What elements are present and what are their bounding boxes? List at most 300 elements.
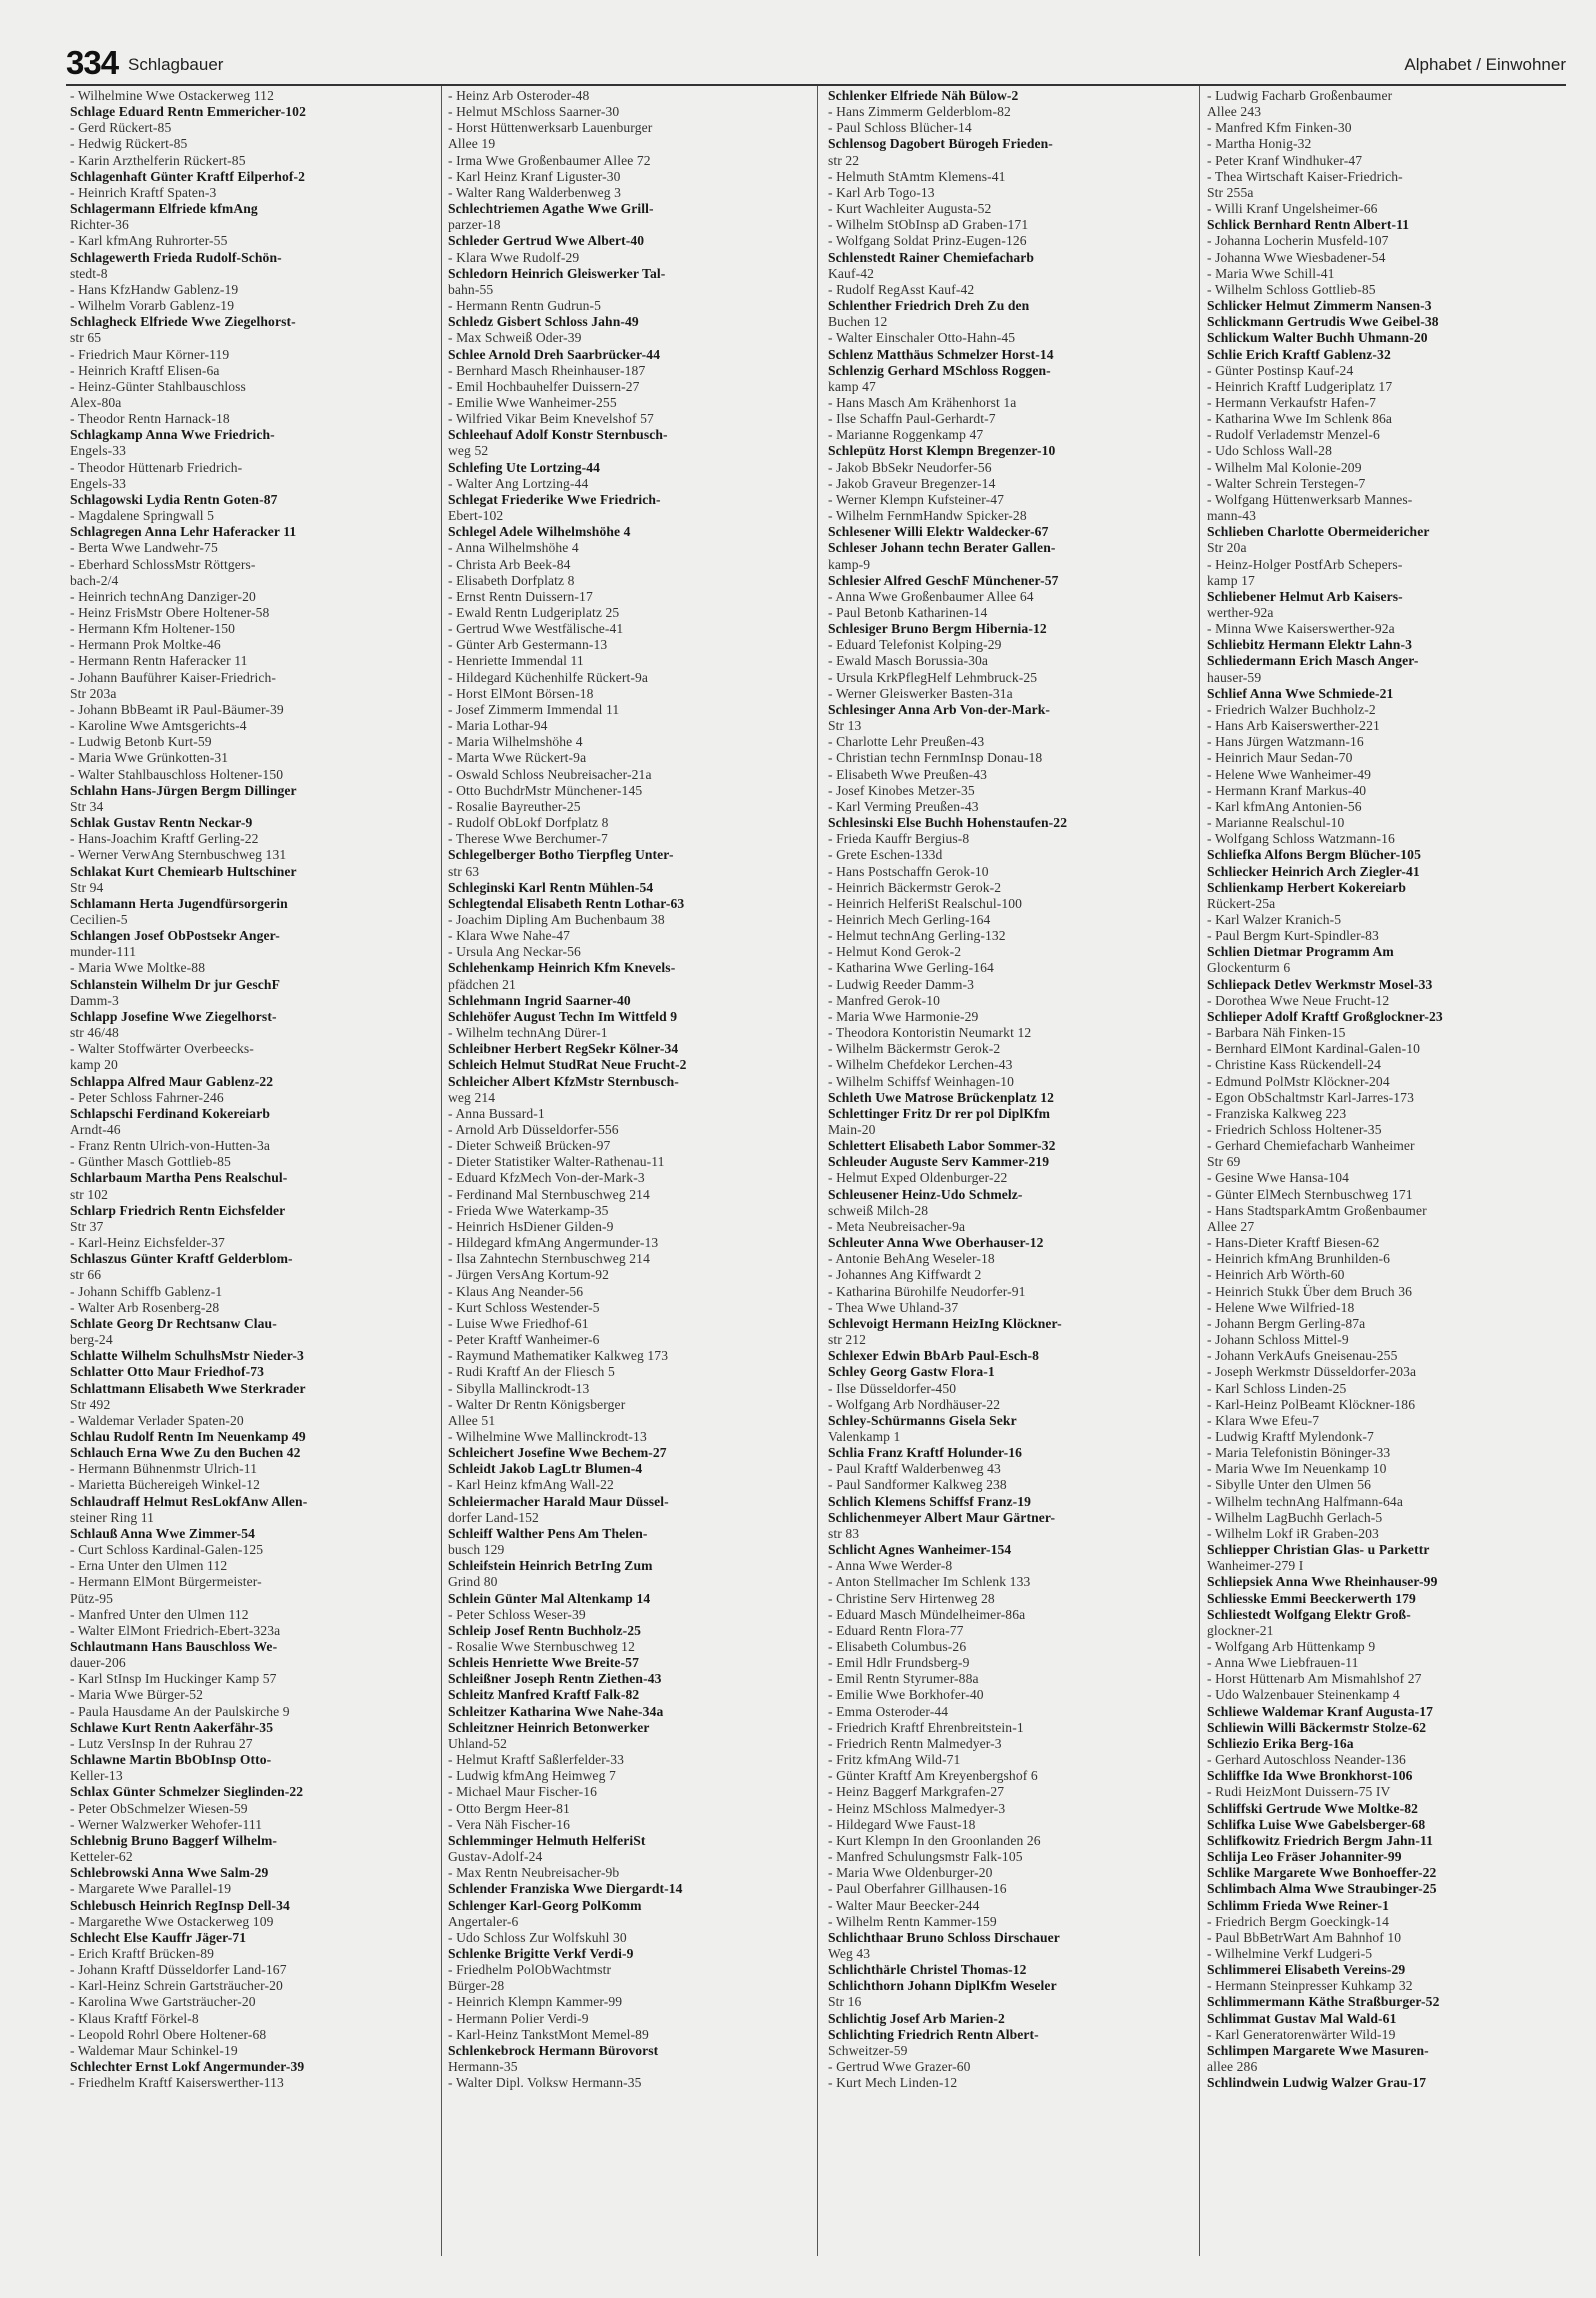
directory-entry: Schley-Schürmanns Gisela Sekr xyxy=(828,1412,1017,1428)
directory-column-3 xyxy=(828,88,1196,2298)
directory-entry: - Friedhelm PolObWachtmstr xyxy=(448,1962,612,1978)
directory-entry: - Paul Schloss Blücher-14 xyxy=(828,120,972,136)
directory-entry: - Antonie BehAng Weseler-18 xyxy=(828,1251,995,1267)
directory-entry: - Karl Verming Preußen-43 xyxy=(828,798,979,814)
directory-entry: - Emil Rentn Styrumer-88a xyxy=(828,1671,979,1687)
directory-entry: - Helene Wwe Wanheimer-49 xyxy=(1207,766,1372,782)
directory-entry: - Hedwig Rückert-85 xyxy=(70,136,188,152)
directory-entry: Schliewe Waldemar Kranf Augusta-17 xyxy=(1207,1703,1434,1719)
directory-entry: - Gerhard Autoschloss Neander-136 xyxy=(1207,1752,1406,1768)
directory-entry: - Wilhelm FernmHandw Spicker-28 xyxy=(828,508,1027,524)
directory-entry: Str 16 xyxy=(828,1994,862,2010)
page-header xyxy=(66,44,1566,84)
directory-entry: - Christa Arb Beek-84 xyxy=(448,556,571,572)
directory-entry: glockner-21 xyxy=(1207,1622,1274,1638)
directory-entry: - Jakob BbSekr Neudorfer-56 xyxy=(828,459,992,475)
directory-entry: Schleuder Auguste Serv Kammer-219 xyxy=(828,1154,1050,1170)
directory-entry: - Dorothea Wwe Neue Frucht-12 xyxy=(1207,992,1390,1008)
directory-entry: - Waldemar Verlader Spaten-20 xyxy=(70,1412,244,1428)
directory-entry: Schlenther Friedrich Dreh Zu den xyxy=(828,298,1030,314)
directory-entry: - Hildegard kfmAng Angermunder-13 xyxy=(448,1235,659,1251)
directory-entry: - Emilie Wwe Borkhofer-40 xyxy=(828,1687,984,1703)
directory-entry: Schlattmann Elisabeth Wwe Sterkrader xyxy=(70,1380,306,1396)
directory-entry: Schlefing Ute Lortzing-44 xyxy=(448,459,601,475)
directory-entry: - Ewald Masch Borussia-30a xyxy=(828,653,989,669)
directory-entry: - Horst Hüttenarb Am Mismahlshof 27 xyxy=(1207,1671,1422,1687)
directory-entry: Richter-36 xyxy=(70,217,129,233)
directory-entry: - Edmund PolMstr Klöckner-204 xyxy=(1207,1073,1390,1089)
directory-entry: - Raymund Mathematiker Kalkweg 173 xyxy=(448,1348,669,1364)
directory-entry: - Wilhelm technAng Dürer-1 xyxy=(448,1025,608,1041)
directory-entry: - Helmut MSchloss Saarner-30 xyxy=(448,104,620,120)
directory-entry: - Helene Wwe Wilfried-18 xyxy=(1207,1299,1355,1315)
directory-entry: Schlickum Walter Buchh Uhmann-20 xyxy=(1207,330,1428,346)
directory-entry: Schlee Arnold Dreh Saarbrücker-44 xyxy=(448,346,661,362)
directory-entry: - Magdalene Springwall 5 xyxy=(70,508,214,524)
directory-entry: - Wilhelmine Wwe Ostackerweg 112 xyxy=(70,88,274,103)
directory-entry: - Maria Wwe Bürger-52 xyxy=(70,1687,204,1703)
column-divider xyxy=(441,86,442,2256)
directory-entry: Main-20 xyxy=(828,1122,876,1137)
directory-entry: - Marta Wwe Rückert-9a xyxy=(448,750,587,766)
directory-entry: Ketteler-62 xyxy=(70,1849,133,1865)
directory-entry: - Ilsa Zahntechn Sternbuschweg 214 xyxy=(448,1251,650,1267)
directory-entry: Schlehmann Ingrid Saarner-40 xyxy=(448,992,631,1008)
directory-entry: - Hans-Joachim Kraftf Gerling-22 xyxy=(70,831,259,847)
directory-entry: - Erich Kraftf Brücken-89 xyxy=(70,1945,215,1961)
directory-entry: Schleginski Karl Rentn Mühlen-54 xyxy=(448,879,654,895)
directory-entry: - Gertrud Wwe Grazer-60 xyxy=(828,2059,971,2075)
directory-entry: - Waldemar Maur Schinkel-19 xyxy=(70,2042,238,2058)
directory-entry: Schlehenkamp Heinrich Kfm Knevels- xyxy=(448,960,676,976)
directory-entry: - Anna Wwe Liebfrauen-11 xyxy=(1207,1655,1359,1671)
directory-entry: - Erna Unter den Ulmen 112 xyxy=(70,1558,228,1574)
directory-entry: - Karl Walzer Kranich-5 xyxy=(1207,911,1342,927)
directory-entry: - Karl Generatorenwärter Wild-19 xyxy=(1207,2026,1396,2042)
directory-entry: - Kurt Mech Linden-12 xyxy=(828,2075,958,2091)
directory-entry: - Wilhelm Schiffsf Weinhagen-10 xyxy=(828,1073,1015,1089)
directory-entry: Schleidt Jakob LagLtr Blumen-4 xyxy=(448,1461,643,1477)
directory-entry: Schlifka Luise Wwe Gabelsberger-68 xyxy=(1207,1816,1426,1832)
directory-entry: Schley Georg Gastw Flora-1 xyxy=(828,1364,995,1380)
directory-entry: - Thea Wirtschaft Kaiser-Friedrich- xyxy=(1207,168,1403,184)
directory-entry: Grind 80 xyxy=(448,1574,498,1590)
directory-entry: Schlien Dietmar Programm Am xyxy=(1207,944,1394,960)
directory-entry: Str 203a xyxy=(70,685,117,701)
directory-entry: - Friedrich Bergm Goeckingk-14 xyxy=(1207,1913,1390,1929)
directory-entry: - Charlotte Lehr Preußen-43 xyxy=(828,734,985,750)
directory-entry: Schlatter Otto Maur Friedhof-73 xyxy=(70,1364,265,1380)
directory-entry: Schlax Günter Schmelzer Sieglinden-22 xyxy=(70,1784,304,1800)
directory-entry: - Elisabeth Wwe Preußen-43 xyxy=(828,766,988,782)
directory-entry: Cecilien-5 xyxy=(70,911,128,927)
directory-entry: - Udo Schloss Zur Wolfskuhl 30 xyxy=(448,1929,627,1945)
directory-entry: - Helmut Kraftf Saßlerfelder-33 xyxy=(448,1752,625,1768)
directory-entry: Schlate Georg Dr Rechtsanw Clau- xyxy=(70,1315,277,1331)
column-divider xyxy=(817,86,818,2256)
directory-entry: Schlike Margarete Wwe Bonhoeffer-22 xyxy=(1207,1865,1437,1881)
directory-entry: - Rudi HeizMont Duissern-75 IV xyxy=(1207,1784,1391,1800)
directory-entry: - Günter Postinsp Kauf-24 xyxy=(1207,362,1354,378)
directory-entry: - Friedrich Walzer Buchholz-2 xyxy=(1207,701,1376,717)
directory-entry: - Hans Masch Am Krähenhorst 1a xyxy=(828,394,1017,410)
directory-entry: - Martha Honig-32 xyxy=(1207,136,1312,152)
directory-entry: Schlaszus Günter Kraftf Gelderblom- xyxy=(70,1251,293,1267)
directory-entry: - Heinz FrisMstr Obere Holtener-58 xyxy=(70,605,270,620)
directory-entry: - Ludwig Kraftf Mylendonk-7 xyxy=(1207,1428,1374,1444)
directory-entry: werther-92a xyxy=(1207,605,1274,620)
directory-entry: - Manfred Gerok-10 xyxy=(828,992,941,1008)
directory-entry: Schlechter Ernst Lokf Angermunder-39 xyxy=(70,2059,305,2075)
directory-entry: Schliebitz Hermann Elektr Lahn-3 xyxy=(1207,637,1412,653)
directory-entry: Schlarbaum Martha Pens Realschul- xyxy=(70,1170,288,1186)
directory-entry: - Anton Stellmacher Im Schlenk 133 xyxy=(828,1574,1031,1590)
directory-entry: str 22 xyxy=(828,152,860,168)
directory-entry: schweiß Milch-28 xyxy=(828,1202,929,1218)
directory-entry: - Eberhard SchlossMstr Röttgers- xyxy=(70,556,256,572)
directory-entry: - Emil Hdlr Frundsberg-9 xyxy=(828,1655,970,1671)
directory-entry: - Maria Lothar-94 xyxy=(448,718,548,734)
directory-entry: - Josef Zimmerm Immendal 11 xyxy=(448,701,620,717)
directory-entry: - Karl Arb Togo-13 xyxy=(828,184,935,200)
directory-entry: Schlichthärle Christel Thomas-12 xyxy=(828,1962,1027,1978)
directory-entry: str 102 xyxy=(70,1186,109,1202)
directory-entry: - Anna Wilhelmshöhe 4 xyxy=(448,540,579,556)
directory-entry: - Johann Bauführer Kaiser-Friedrich- xyxy=(70,669,277,685)
directory-entry: Str 13 xyxy=(828,718,862,734)
directory-entry: - Jürgen VersAng Kortum-92 xyxy=(448,1267,610,1283)
header-rule xyxy=(66,84,1566,86)
directory-entry: - Frieda Kauffr Bergius-8 xyxy=(828,831,970,847)
directory-entry: - Wolfgang Arb Nordhäuser-22 xyxy=(828,1396,1001,1412)
directory-entry: - Anna Wwe Großenbaumer Allee 64 xyxy=(828,588,1034,604)
directory-entry: - Peter ObSchmelzer Wiesen-59 xyxy=(70,1800,248,1816)
directory-entry: - Kurt Klempn In den Groonlanden 26 xyxy=(828,1832,1041,1848)
directory-entry: Schlenke Brigitte Verkf Verdi-9 xyxy=(448,1945,634,1961)
directory-entry: Allee 19 xyxy=(448,136,496,152)
directory-entry: - Werner Gleiswerker Basten-31a xyxy=(828,685,1013,701)
directory-entry: Schlecht Else Kauffr Jäger-71 xyxy=(70,1929,247,1945)
directory-entry: kamp 17 xyxy=(1207,572,1255,588)
directory-entry: Schlau Rudolf Rentn Im Neuenkamp 49 xyxy=(70,1428,306,1444)
directory-entry: - Friedrich Maur Körner-119 xyxy=(70,346,230,362)
directory-entry: Schlagewerth Frieda Rudolf-Schön- xyxy=(70,249,282,265)
directory-entry: - Ursula KrkPflegHelf Lehmbruck-25 xyxy=(828,669,1038,685)
directory-entry: - Ludwig Reeder Damm-3 xyxy=(828,976,975,992)
directory-entry: Schliezio Erika Berg-16a xyxy=(1207,1735,1354,1751)
directory-entry: - Ursula Ang Neckar-56 xyxy=(448,944,581,960)
directory-entry: - Rosalie Wwe Sternbuschweg 12 xyxy=(448,1639,635,1654)
directory-entry: - Ludwig Facharb Großenbaumer xyxy=(1207,88,1393,103)
directory-entry: Glockenturm 6 xyxy=(1207,960,1291,976)
directory-entry: Schlesier Alfred GeschF Münchener-57 xyxy=(828,572,1059,588)
directory-entry: - Heinrich Arb Wörth-60 xyxy=(1207,1267,1345,1283)
directory-entry: Schledorn Heinrich Gleiswerker Tal- xyxy=(448,265,666,281)
directory-entry: - Karl-Heinz PolBeamt Klöckner-186 xyxy=(1207,1396,1416,1412)
directory-entry: - Berta Wwe Landwehr-75 xyxy=(70,540,218,556)
directory-entry: - Hermann Prok Moltke-46 xyxy=(70,637,221,653)
directory-entry: Schlenkebrock Hermann Bürovorst xyxy=(448,2042,659,2058)
directory-entry: - Udo Walzenbauer Steinenkamp 4 xyxy=(1207,1687,1400,1703)
directory-entry: Schlimpen Margarete Wwe Masuren- xyxy=(1207,2042,1429,2058)
directory-entry: - Hermann ElMont Bürgermeister- xyxy=(70,1574,262,1590)
directory-entry: dorfer Land-152 xyxy=(448,1509,539,1525)
directory-entry: - Thea Wwe Uhland-37 xyxy=(828,1299,959,1315)
directory-entry: - Wilhelm Rentn Kammer-159 xyxy=(828,1913,997,1929)
directory-entry: Schliestedt Wolfgang Elektr Groß- xyxy=(1207,1606,1411,1622)
directory-entry: - Fritz kfmAng Wild-71 xyxy=(828,1752,961,1768)
directory-entry: - Maria Wwe Im Neuenkamp 10 xyxy=(1207,1461,1387,1477)
directory-entry: Schleis Henriette Wwe Breite-57 xyxy=(448,1655,639,1671)
directory-entry: - Hans KfzHandw Gablenz-19 xyxy=(70,281,239,297)
directory-entry: - Klara Wwe Rudolf-29 xyxy=(448,249,580,265)
directory-entry: - Peter Schloss Weser-39 xyxy=(448,1606,586,1622)
directory-entry: busch 129 xyxy=(448,1542,505,1558)
directory-entry: Schlichting Friedrich Rentn Albert- xyxy=(828,2026,1039,2042)
directory-entry: Schlebnig Bruno Baggerf Wilhelm- xyxy=(70,1832,277,1848)
directory-entry: Schlimmerei Elisabeth Vereins-29 xyxy=(1207,1962,1406,1978)
directory-entry: - Gerhard Chemiefacharb Wanheimer xyxy=(1207,1138,1415,1154)
directory-entry: - Bernhard ElMont Kardinal-Galen-10 xyxy=(1207,1041,1421,1057)
directory-entry: - Paul Betonb Katharinen-14 xyxy=(828,605,988,620)
directory-entry: Schliepper Christian Glas- u Parkettr xyxy=(1207,1542,1430,1558)
directory-entry: Schlatte Wilhelm SchulhsMstr Nieder-3 xyxy=(70,1348,304,1364)
directory-entry: allee 286 xyxy=(1207,2059,1258,2075)
directory-entry: Schleehauf Adolf Konstr Sternbusch- xyxy=(448,427,668,443)
directory-entry: Schliedermann Erich Masch Anger- xyxy=(1207,653,1419,669)
directory-entry: Schlieper Adolf Kraftf Großglockner-23 xyxy=(1207,1008,1443,1024)
directory-entry: - Kurt Schloss Westender-5 xyxy=(448,1299,600,1315)
directory-entry: Schlapp Josefine Wwe Ziegelhorst- xyxy=(70,1008,277,1024)
directory-entry: - Heinz Arb Osteroder-48 xyxy=(448,88,590,103)
directory-entry: - Heinrich HelferiSt Realschul-100 xyxy=(828,895,1023,911)
entry-list xyxy=(70,88,438,2091)
directory-entry: Schlender Franziska Wwe Diergardt-14 xyxy=(448,1881,683,1897)
directory-entry: Schliecker Heinrich Arch Ziegler-41 xyxy=(1207,863,1420,879)
directory-entry: - Max Rentn Neubreisacher-9b xyxy=(448,1865,620,1881)
directory-entry: - Heinrich Kraftf Elisen-6a xyxy=(70,362,220,378)
directory-entry: Schlawne Martin BbObInsp Otto- xyxy=(70,1752,272,1768)
entry-list xyxy=(448,88,814,2091)
directory-entry: - Hermann Bühnenmstr Ulrich-11 xyxy=(70,1461,258,1477)
directory-entry: Schlegelberger Botho Tierpfleg Unter- xyxy=(448,847,674,863)
directory-entry: Schlagowski Lydia Rentn Goten-87 xyxy=(70,491,278,507)
directory-entry: - Hermann Rentn Haferacker 11 xyxy=(70,653,248,669)
directory-entry: Schlarp Friedrich Rentn Eichsfelder xyxy=(70,1202,286,1218)
directory-entry: - Heinrich Bäckermstr Gerok-2 xyxy=(828,879,1002,895)
directory-entry: str 212 xyxy=(828,1332,867,1348)
directory-entry: Schlawe Kurt Rentn Aakerfähr-35 xyxy=(70,1719,274,1735)
directory-entry: - Luise Wwe Friedhof-61 xyxy=(448,1315,589,1331)
directory-entry: - Walter Dr Rentn Königsberger xyxy=(448,1396,626,1412)
directory-entry: Allee 27 xyxy=(1207,1218,1255,1234)
directory-entry: Buchen 12 xyxy=(828,314,888,330)
directory-entry: - Walter Ang Lortzing-44 xyxy=(448,475,589,491)
directory-entry: Engels-33 xyxy=(70,475,127,491)
directory-entry: - Minna Wwe Kaiserswerther-92a xyxy=(1207,621,1395,637)
directory-entry: - Therese Wwe Berchumer-7 xyxy=(448,831,608,847)
directory-entry: bach-2/4 xyxy=(70,572,119,588)
directory-entry: - Maria Wwe Schill-41 xyxy=(1207,265,1335,281)
directory-entry: - Wilhelm Vorarb Gablenz-19 xyxy=(70,298,235,314)
directory-entry: str 83 xyxy=(828,1525,860,1541)
directory-entry: Schleiermacher Harald Maur Düssel- xyxy=(448,1493,669,1509)
directory-entry: - Katharina Bürohilfe Neudorfer-91 xyxy=(828,1283,1026,1299)
directory-entry: - Paul BbBetrWart Am Bahnhof 10 xyxy=(1207,1929,1402,1945)
directory-entry: Bürger-28 xyxy=(448,1978,505,1994)
directory-entry: - Maria Telefonistin Böninger-33 xyxy=(1207,1445,1391,1461)
directory-entry: - Heinrich Kraftf Spaten-3 xyxy=(70,184,217,200)
directory-entry: - Johannes Ang Kiffwardt 2 xyxy=(828,1267,982,1283)
directory-entry: - Wilhelm LagBuchh Gerlach-5 xyxy=(1207,1509,1383,1525)
directory-entry: - Johann Kraftf Düsseldorfer Land-167 xyxy=(70,1962,287,1978)
directory-entry: - Walter Dipl. Volksw Hermann-35 xyxy=(448,2075,642,2091)
directory-entry: - Paul Oberfahrer Gillhausen-16 xyxy=(828,1881,1007,1897)
directory-entry: - Theodor Hüttenarb Friedrich- xyxy=(70,459,243,475)
directory-entry: - Max Schweiß Oder-39 xyxy=(448,330,582,346)
directory-entry: Schlevoigt Hermann HeizIng Klöckner- xyxy=(828,1315,1062,1331)
directory-entry: Schlesener Willi Elektr Waldecker-67 xyxy=(828,524,1049,540)
directory-entry: - Curt Schloss Kardinal-Galen-125 xyxy=(70,1542,264,1558)
directory-column-4 xyxy=(1207,88,1569,2298)
directory-entry: - Paul Kraftf Walderbenweg 43 xyxy=(828,1461,1001,1477)
directory-entry: Schlanstein Wilhelm Dr jur GeschF xyxy=(70,976,280,992)
directory-entry: Schlebrowski Anna Wwe Salm-29 xyxy=(70,1865,269,1881)
directory-entry: - Günter Arb Gestermann-13 xyxy=(448,637,608,653)
directory-entry: - Karoline Wwe Amtsgerichts-4 xyxy=(70,718,247,734)
directory-entry: - Günther Masch Gottlieb-85 xyxy=(70,1154,231,1170)
directory-entry: - Heinrich Maur Sedan-70 xyxy=(1207,750,1353,766)
directory-entry: - Walter ElMont Friedrich-Ebert-323a xyxy=(70,1622,281,1638)
directory-entry: Schlicker Helmut Zimmerm Nansen-3 xyxy=(1207,298,1432,314)
directory-entry: Schlamann Herta Jugendfürsorgerin xyxy=(70,895,288,911)
directory-entry: - Emma Osteroder-44 xyxy=(828,1703,949,1719)
directory-entry: - Gesine Wwe Hansa-104 xyxy=(1207,1170,1349,1186)
directory-entry: - Oswald Schloss Neubreisacher-21a xyxy=(448,766,652,782)
directory-entry: Schliebener Helmut Arb Kaisers- xyxy=(1207,588,1403,604)
directory-entry: - Maria Wwe Oldenburger-20 xyxy=(828,1865,993,1881)
directory-entry: - Margarethe Wwe Ostackerweg 109 xyxy=(70,1913,274,1929)
directory-entry: Schlief Anna Wwe Schmiede-21 xyxy=(1207,685,1394,701)
directory-entry: Schlich Klemens Schiffsf Franz-19 xyxy=(828,1493,1032,1509)
directory-entry: - Günter ElMech Sternbuschweg 171 xyxy=(1207,1186,1413,1202)
directory-entry: parzer-18 xyxy=(448,217,501,233)
directory-entry: Schliffke Ida Wwe Bronkhorst-106 xyxy=(1207,1768,1413,1784)
directory-entry: - Wilhelm Bäckermstr Gerok-2 xyxy=(828,1041,1001,1057)
directory-entry: Schlifkowitz Friedrich Bergm Jahn-11 xyxy=(1207,1832,1433,1848)
directory-entry: - Hermann Polier Verdi-9 xyxy=(448,2010,589,2026)
directory-entry: - Friedrich Rentn Malmedyer-3 xyxy=(828,1735,1002,1751)
directory-entry: - Michael Maur Fischer-16 xyxy=(448,1784,598,1800)
directory-entry: - Frieda Wwe Waterkamp-35 xyxy=(448,1202,609,1218)
directory-entry: Keller-13 xyxy=(70,1768,123,1784)
directory-entry: Schliesske Emmi Beeckerwerth 179 xyxy=(1207,1590,1416,1606)
running-head: Schlagbauer xyxy=(128,55,224,74)
directory-entry: - Grete Eschen-133d xyxy=(828,847,943,863)
directory-entry: Schleißner Joseph Rentn Ziethen-43 xyxy=(448,1671,662,1687)
directory-entry: Schlagkamp Anna Wwe Friedrich- xyxy=(70,427,275,443)
directory-entry: Schlensog Dagobert Bürogeh Frieden- xyxy=(828,136,1053,152)
directory-entry: Schlesinski Else Buchh Hohenstaufen-22 xyxy=(828,815,1068,831)
directory-entry: - Udo Schloss Wall-28 xyxy=(1207,443,1332,459)
directory-entry: Schlesinger Anna Arb Von-der-Mark- xyxy=(828,701,1051,717)
directory-entry: - Rudolf ObLokf Dorfplatz 8 xyxy=(448,815,609,831)
directory-entry: - Wolfgang Arb Hüttenkamp 9 xyxy=(1207,1639,1376,1654)
directory-entry: - Heinrich Kraftf Ludgeriplatz 17 xyxy=(1207,378,1393,394)
directory-entry: - Egon ObSchaltmstr Karl-Jarres-173 xyxy=(1207,1089,1414,1105)
directory-entry: - Maria Wilhelmshöhe 4 xyxy=(448,734,583,750)
directory-entry: Schliefka Alfons Bergm Blücher-105 xyxy=(1207,847,1421,863)
directory-entry: - Wilhelm Schloss Gottlieb-85 xyxy=(1207,281,1376,297)
directory-entry: - Josef Kinobes Metzer-35 xyxy=(828,782,975,798)
directory-entry: Schleth Uwe Matrose Brückenplatz 12 xyxy=(828,1089,1055,1105)
directory-entry: Schlenker Elfriede Näh Bülow-2 xyxy=(828,88,1019,103)
directory-entry: - Leopold Rohrl Obere Holtener-68 xyxy=(70,2026,267,2042)
directory-entry: - Karl kfmAng Ruhrorter-55 xyxy=(70,233,228,249)
directory-entry: - Helmut technAng Gerling-132 xyxy=(828,928,1006,944)
directory-entry: Schlechtriemen Agathe Wwe Grill- xyxy=(448,201,654,217)
directory-entry: mann-43 xyxy=(1207,508,1257,524)
directory-entry: - Sibylle Unter den Ulmen 56 xyxy=(1207,1477,1372,1493)
directory-entry: - Dieter Statistiker Walter-Rathenau-11 xyxy=(448,1154,665,1170)
directory-entry: - Karl-Heinz Eichsfelder-37 xyxy=(70,1235,225,1251)
directory-entry: - Heinz-Günter Stahlbauschloss xyxy=(70,378,246,394)
directory-entry: - Rudolf RegAsst Kauf-42 xyxy=(828,281,975,297)
directory-entry: - Theodora Kontoristin Neumarkt 12 xyxy=(828,1025,1032,1041)
directory-entry: - Hans StadtsparkAmtm Großenbaumer xyxy=(1207,1202,1427,1218)
directory-entry: - Johanna Locherin Musfeld-107 xyxy=(1207,233,1389,249)
directory-entry: - Wilhelm StObInsp aD Graben-171 xyxy=(828,217,1029,233)
directory-entry: - Heinrich Mech Gerling-164 xyxy=(828,911,991,927)
directory-entry: - Horst Hüttenwerksarb Lauenburger xyxy=(448,120,653,136)
directory-entry: str 63 xyxy=(448,863,480,879)
directory-entry: - Hildegard Wwe Faust-18 xyxy=(828,1816,976,1832)
directory-entry: - Heinz-Holger PostfArb Schepers- xyxy=(1207,556,1403,572)
directory-entry: - Hermann Kranf Markus-40 xyxy=(1207,782,1367,798)
directory-entry: Schlegat Friederike Wwe Friedrich- xyxy=(448,491,661,507)
directory-entry: Schleibner Herbert RegSekr Kölner-34 xyxy=(448,1041,679,1057)
directory-entry: - Johanna Wwe Wiesbadener-54 xyxy=(1207,249,1386,265)
directory-entry: Schliepack Detlev Werkmstr Mosel-33 xyxy=(1207,976,1433,992)
directory-entry: - Werner VerwAng Sternbuschweg 131 xyxy=(70,847,287,863)
directory-entry: - Friedrich Kraftf Ehrenbreitstein-1 xyxy=(828,1719,1024,1735)
directory-entry: - Walter Stahlbauschloss Holtener-150 xyxy=(70,766,284,782)
directory-entry: - Willi Kranf Ungelsheimer-66 xyxy=(1207,201,1378,217)
directory-entry: kamp 47 xyxy=(828,378,876,394)
directory-entry: - Henriette Immendal 11 xyxy=(448,653,584,669)
directory-entry: Schlagheck Elfriede Wwe Ziegelhorst- xyxy=(70,314,296,330)
directory-entry: Schlimbach Alma Wwe Straubinger-25 xyxy=(1207,1881,1437,1897)
directory-entry: - Ferdinand Mal Sternbuschweg 214 xyxy=(448,1186,650,1202)
directory-entry: - Barbara Näh Finken-15 xyxy=(1207,1025,1346,1041)
directory-entry: hauser-59 xyxy=(1207,669,1262,685)
directory-entry: - Wilhelm Chefdekor Lerchen-43 xyxy=(828,1057,1013,1073)
directory-entry: - Hildegard Küchenhilfe Rückert-9a xyxy=(448,669,649,685)
directory-entry: - Jakob Graveur Bregenzer-14 xyxy=(828,475,996,491)
directory-entry: - Paul Sandformer Kalkweg 238 xyxy=(828,1477,1007,1493)
directory-entry: Schlenzig Gerhard MSchloss Roggen- xyxy=(828,362,1051,378)
directory-entry: - Marianne Roggenkamp 47 xyxy=(828,427,984,443)
directory-entry: Schlieben Charlotte Obermeidericher xyxy=(1207,524,1430,540)
directory-entry: Gustav-Adolf-24 xyxy=(448,1849,543,1865)
directory-entry: Schlakat Kurt Chemiearb Hultschiner xyxy=(70,863,297,879)
directory-entry: Schleser Johann techn Berater Gallen- xyxy=(828,540,1056,556)
directory-entry: - Heinrich Klempn Kammer-99 xyxy=(448,1994,623,2010)
directory-entry: Schlichtig Josef Arb Marien-2 xyxy=(828,2010,1005,2026)
directory-entry: Schleich Helmut StudRat Neue Frucht-2 xyxy=(448,1057,687,1073)
directory-entry: - Johann Schiffb Gablenz-1 xyxy=(70,1283,223,1299)
directory-entry: Schleitzner Heinrich Betonwerker xyxy=(448,1719,650,1735)
